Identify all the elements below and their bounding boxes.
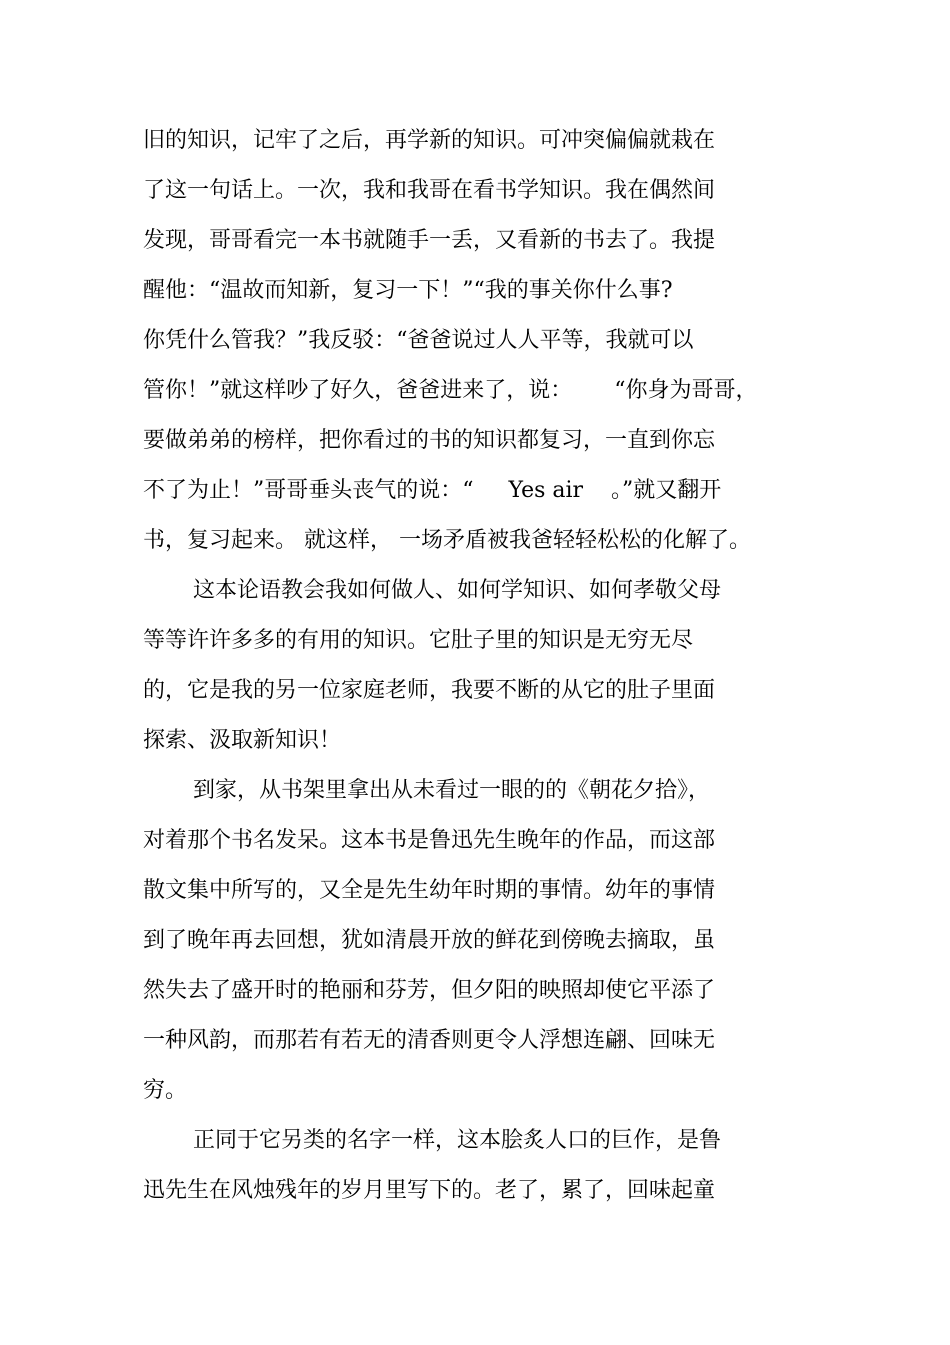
- text-line: 迅先生在风烛残年的岁月里写下的。老了，累了，回味起童: [143, 1178, 716, 1203]
- text-line: 探索、汲取新知识！: [143, 728, 342, 753]
- paragraph-start-line: 正同于它另类的名字一样，这本脍炙人口的巨作，是鲁: [193, 1128, 722, 1153]
- text-line: 了这一句话上。一次，我和我哥在看书学知识。我在偶然间: [143, 178, 716, 203]
- text-line: 等等许许多多的有用的知识。它肚子里的知识是无穷无尽: [143, 628, 694, 653]
- text-line: 管你！”就这样吵了好久，爸爸进来了，说： “你身为哥哥，: [143, 378, 758, 403]
- text-line: 你凭什么管我？”我反驳：“爸爸说过人人平等，我就可以: [143, 328, 694, 353]
- paragraph-start-line: 到家，从书架里拿出从未看过一眼的的《朝花夕拾》，: [193, 778, 711, 803]
- text-line: 对着那个书名发呆。这本书是鲁迅先生晚年的作品，而这部: [143, 828, 716, 853]
- text-line: 要做弟弟的榜样，把你看过的书的知识都复习，一直到你忘: [143, 428, 716, 453]
- text-line: 醒他：“温故而知新，复习一下！”“我的事关你什么事?: [143, 278, 673, 303]
- text-line: 一种风韵，而那若有若无的清香则更令人浮想连翩、回味无: [143, 1028, 716, 1053]
- text-line: 到了晚年再去回想，犹如清晨开放的鲜花到傍晚去摘取，虽: [143, 928, 716, 953]
- text-line: 发现，哥哥看完一本书就随手一丢，又看新的书去了。我提: [143, 228, 716, 253]
- text-line: 旧的知识，记牢了之后，再学新的知识。可冲突偏偏就栽在: [143, 128, 716, 153]
- text-line: 的，它是我的另一位家庭老师，我要不断的从它的肚子里面: [143, 678, 716, 703]
- text-line: 散文集中所写的，又全是先生幼年时期的事情。幼年的事情: [143, 878, 716, 903]
- text-line: 然失去了盛开时的艳丽和芬芳，但夕阳的映照却使它平添了: [143, 978, 716, 1003]
- paragraph-start-line: 这本论语教会我如何做人、如何学知识、如何孝敬父母: [193, 578, 722, 603]
- text-line: 穷。: [143, 1078, 188, 1103]
- text-line: 不了为止！”哥哥垂头丧气的说：“ Yes air 。”就又翻开: [143, 478, 722, 503]
- text-line: 书，复习起来。 就这样， 一场矛盾被我爸轻轻松松的化解了。: [143, 528, 751, 553]
